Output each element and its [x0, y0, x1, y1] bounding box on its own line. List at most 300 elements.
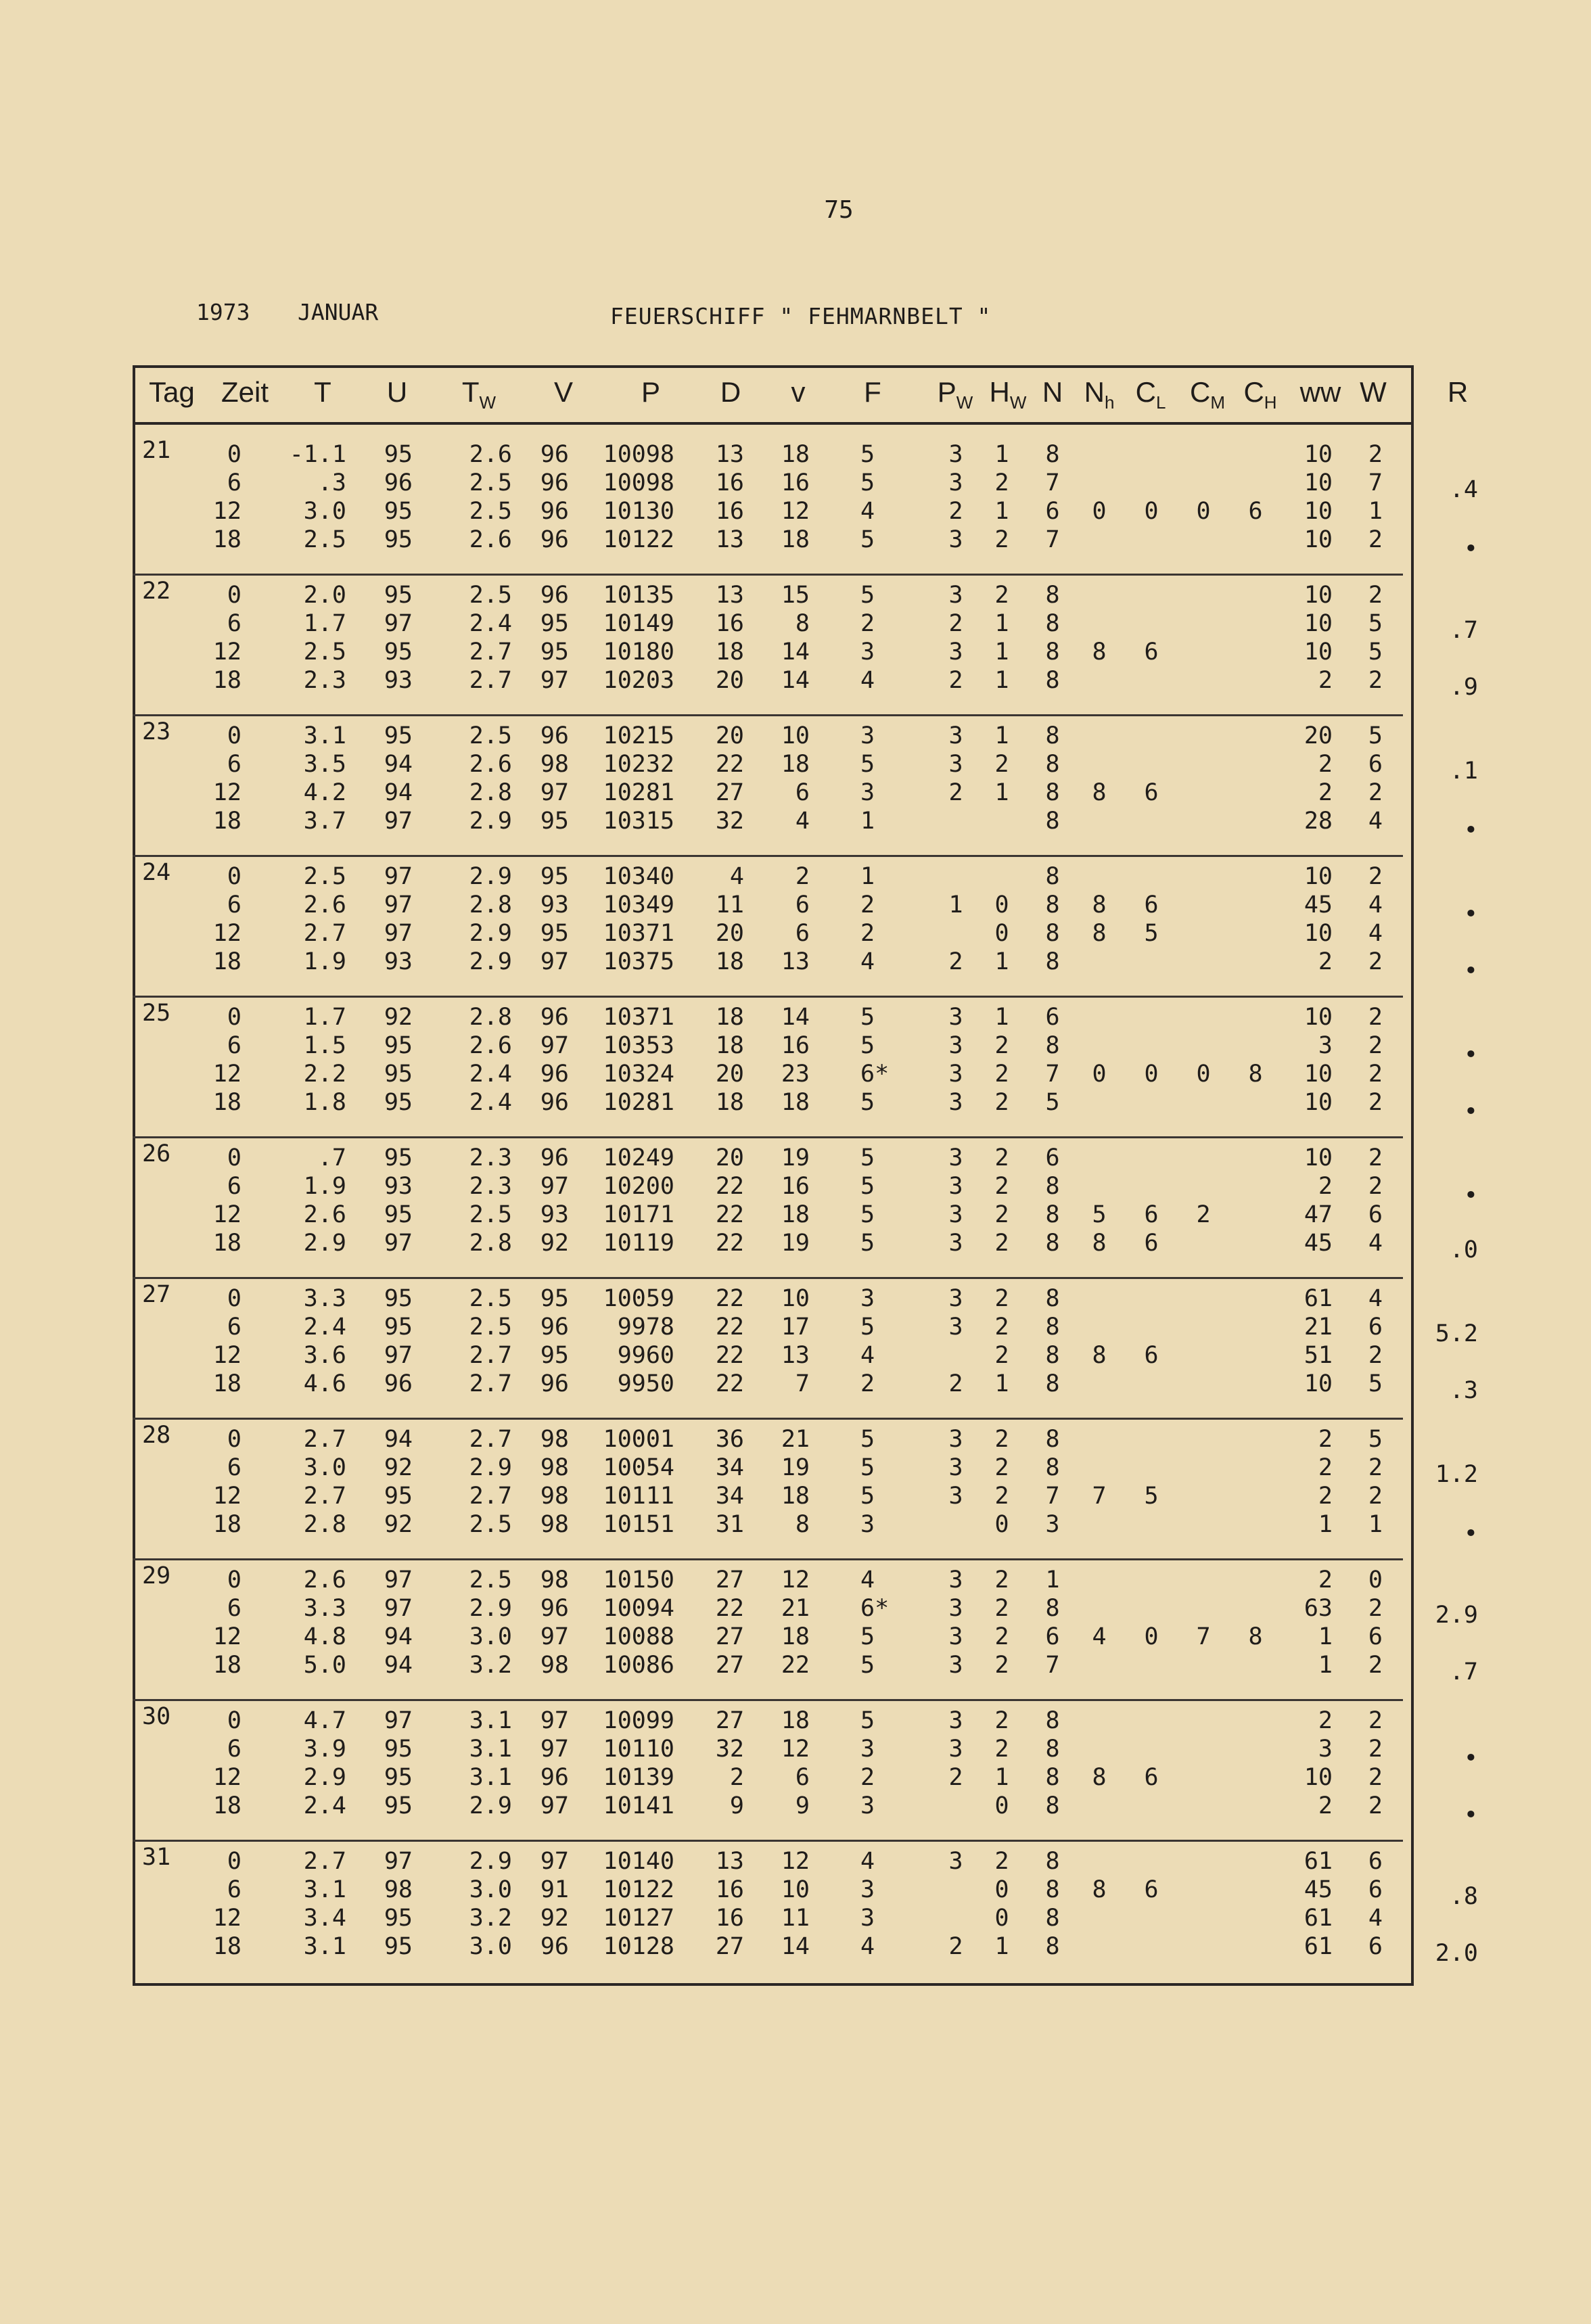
- cell-ww: 2: [1318, 667, 1333, 694]
- cell-U: 97: [384, 610, 413, 637]
- cell-Tw: 2.9: [469, 808, 512, 835]
- cell-W: 2: [1368, 1595, 1383, 1622]
- cell-v: 10: [781, 722, 810, 749]
- cell-ww: 51: [1304, 1342, 1333, 1369]
- cell-U: 95: [384, 1736, 413, 1763]
- cell-zeit: 0: [227, 441, 241, 468]
- cell-W: 2: [1368, 1764, 1383, 1791]
- cell-zeit: 12: [212, 1201, 241, 1228]
- cell-Tw: 2.9: [469, 1792, 512, 1819]
- cell-N: 8: [1045, 1426, 1060, 1453]
- cell-D: 18: [715, 1089, 744, 1116]
- cell-N: 8: [1045, 1764, 1060, 1791]
- cell-v: 12: [781, 498, 810, 525]
- day-label: 24: [142, 859, 171, 886]
- cell-P: 10122: [603, 1876, 674, 1903]
- cell-zeit: 0: [227, 1848, 241, 1875]
- column-header-label: W: [1360, 376, 1387, 408]
- cell-F: 5: [860, 1004, 875, 1031]
- cell-Pw: 3: [948, 751, 963, 778]
- cell-v: 12: [781, 1848, 810, 1875]
- cell-N: 8: [1045, 1032, 1060, 1059]
- cell-W: 2: [1368, 1004, 1383, 1031]
- cell-zeit: 6: [227, 1032, 241, 1059]
- column-header-label: T: [314, 376, 331, 408]
- cell-Tw: 2.4: [469, 610, 512, 637]
- cell-T: 4.7: [303, 1707, 346, 1734]
- cell-D: 20: [715, 667, 744, 694]
- cell-U: 93: [384, 1173, 413, 1200]
- cell-F: 1: [860, 808, 875, 835]
- cell-CH: 8: [1248, 1061, 1263, 1088]
- cell-Nh: 0: [1092, 498, 1107, 525]
- cell-ww: 10: [1304, 526, 1333, 553]
- cell-U: 97: [384, 808, 413, 835]
- cell-Tw: 2.5: [469, 1285, 512, 1312]
- cell-P: 10180: [603, 638, 674, 666]
- cell-v: 19: [781, 1230, 810, 1257]
- cell-v: 16: [781, 469, 810, 496]
- cell-v: 18: [781, 1089, 810, 1116]
- cell-V: 97: [540, 1623, 569, 1650]
- cell-U: 92: [384, 1511, 413, 1538]
- cell-U: 95: [384, 1314, 413, 1341]
- cell-CL: 6: [1144, 638, 1159, 666]
- cell-Nh: 8: [1092, 1342, 1107, 1369]
- cell-U: 95: [384, 722, 413, 749]
- cell-v: 9: [795, 1792, 810, 1819]
- cell-W: 6: [1368, 1933, 1383, 1960]
- cell-Hw: 2: [994, 1426, 1009, 1453]
- cell-T: 2.7: [303, 1426, 346, 1453]
- cell-ww: 28: [1304, 808, 1333, 835]
- cell-Tw: 3.0: [469, 1876, 512, 1903]
- cell-P: 10135: [603, 582, 674, 609]
- cell-R: .3: [1449, 1377, 1478, 1404]
- cell-D: 16: [715, 610, 744, 637]
- cell-D: 13: [715, 582, 744, 609]
- cell-Hw: 2: [994, 582, 1009, 609]
- cell-ww: 10: [1304, 863, 1333, 890]
- cell-R: •: [1463, 1520, 1478, 1548]
- cell-CH: 8: [1248, 1623, 1263, 1650]
- group-divider: [133, 996, 1403, 998]
- cell-U: 97: [384, 920, 413, 947]
- cell-W: 6: [1368, 751, 1383, 778]
- cell-R: .9: [1449, 674, 1478, 701]
- cell-R: .1: [1449, 758, 1478, 785]
- cell-zeit: 12: [212, 1905, 241, 1932]
- column-header-subscript: M: [1210, 392, 1226, 413]
- cell-D: 20: [715, 1061, 744, 1088]
- cell-Tw: 2.5: [469, 498, 512, 525]
- cell-T: 2.3: [303, 667, 346, 694]
- cell-W: 2: [1368, 1032, 1383, 1059]
- cell-F: 5: [860, 1707, 875, 1734]
- cell-Hw: 2: [994, 1623, 1009, 1650]
- cell-Hw: 2: [994, 1454, 1009, 1481]
- cell-F: 4: [860, 667, 875, 694]
- cell-W: 6: [1368, 1623, 1383, 1650]
- cell-Hw: 1: [994, 722, 1009, 749]
- cell-ww: 2: [1318, 1173, 1333, 1200]
- cell-Tw: 3.1: [469, 1707, 512, 1734]
- cell-zeit: 0: [227, 1004, 241, 1031]
- cell-ww: 2: [1318, 948, 1333, 975]
- cell-zeit: 6: [227, 1454, 241, 1481]
- cell-D: 22: [715, 1201, 744, 1228]
- cell-U: 95: [384, 1483, 413, 1510]
- cell-Tw: 2.9: [469, 1454, 512, 1481]
- cell-Pw: 3: [948, 1426, 963, 1453]
- cell-F: 6*: [860, 1595, 890, 1622]
- group-divider: [133, 1418, 1403, 1420]
- cell-V: 98: [540, 1426, 569, 1453]
- cell-T: 1.9: [303, 1173, 346, 1200]
- cell-T: 4.6: [303, 1370, 346, 1397]
- cell-Tw: 2.4: [469, 1089, 512, 1116]
- cell-W: 0: [1368, 1566, 1383, 1594]
- column-header-subscript: H: [1264, 392, 1277, 413]
- cell-F: 2: [860, 1764, 875, 1791]
- cell-CM: 2: [1196, 1201, 1211, 1228]
- cell-D: 9: [729, 1792, 744, 1819]
- cell-ww: 2: [1318, 779, 1333, 806]
- cell-D: 22: [715, 1173, 744, 1200]
- cell-Tw: 3.1: [469, 1764, 512, 1791]
- cell-P: 10200: [603, 1173, 674, 1200]
- cell-Tw: 2.9: [469, 920, 512, 947]
- cell-Tw: 2.4: [469, 1061, 512, 1088]
- cell-Tw: 2.7: [469, 1483, 512, 1510]
- cell-N: 8: [1045, 610, 1060, 637]
- cell-P: 10001: [603, 1426, 674, 1453]
- cell-Pw: 3: [948, 722, 963, 749]
- column-header-R: [1448, 376, 1468, 409]
- cell-F: 2: [860, 891, 875, 919]
- column-header-label: P: [937, 376, 956, 408]
- cell-W: 7: [1368, 469, 1383, 496]
- cell-v: 13: [781, 948, 810, 975]
- column-header-subscript: L: [1155, 392, 1166, 413]
- cell-U: 94: [384, 1652, 413, 1679]
- day-label: 28: [142, 1422, 171, 1449]
- cell-W: 2: [1368, 948, 1383, 975]
- cell-Pw: 2: [948, 1370, 963, 1397]
- cell-F: 5: [860, 526, 875, 553]
- cell-Hw: 1: [994, 1370, 1009, 1397]
- cell-zeit: 12: [212, 498, 241, 525]
- cell-ww: 2: [1318, 1454, 1333, 1481]
- cell-zeit: 18: [212, 1792, 241, 1819]
- cell-V: 97: [540, 1707, 569, 1734]
- cell-zeit: 12: [212, 638, 241, 666]
- cell-U: 95: [384, 1061, 413, 1088]
- cell-zeit: 6: [227, 1173, 241, 1200]
- group-divider: [133, 1840, 1403, 1842]
- cell-U: 96: [384, 1370, 413, 1397]
- cell-V: 97: [540, 1032, 569, 1059]
- cell-Pw: 3: [948, 1201, 963, 1228]
- cell-F: 4: [860, 1566, 875, 1594]
- cell-Tw: 2.8: [469, 891, 512, 919]
- cell-U: 97: [384, 863, 413, 890]
- cell-CL: 0: [1144, 498, 1159, 525]
- cell-v: 21: [781, 1426, 810, 1453]
- cell-Hw: 2: [994, 1342, 1009, 1369]
- cell-Hw: 2: [994, 1652, 1009, 1679]
- cell-N: 3: [1045, 1511, 1060, 1538]
- cell-Nh: 0: [1092, 1061, 1107, 1088]
- cell-zeit: 6: [227, 1314, 241, 1341]
- cell-Pw: 3: [948, 1652, 963, 1679]
- cell-N: 8: [1045, 920, 1060, 947]
- cell-R: .7: [1449, 1658, 1478, 1686]
- cell-ww: 63: [1304, 1595, 1333, 1622]
- cell-T: -1.1: [289, 441, 346, 468]
- cell-Pw: 3: [948, 1144, 963, 1171]
- cell-N: 6: [1045, 498, 1060, 525]
- cell-ww: 2: [1318, 751, 1333, 778]
- cell-v: 14: [781, 1933, 810, 1960]
- cell-W: 2: [1368, 1144, 1383, 1171]
- cell-N: 8: [1045, 1230, 1060, 1257]
- cell-N: 8: [1045, 1905, 1060, 1932]
- cell-zeit: 6: [227, 891, 241, 919]
- cell-Pw: 3: [948, 1314, 963, 1341]
- cell-R: .8: [1449, 1883, 1478, 1910]
- cell-Pw: 3: [948, 1483, 963, 1510]
- cell-T: .3: [317, 469, 346, 496]
- cell-F: 4: [860, 948, 875, 975]
- cell-V: 96: [540, 1370, 569, 1397]
- cell-zeit: 6: [227, 610, 241, 637]
- cell-F: 4: [860, 498, 875, 525]
- cell-T: .7: [317, 1144, 346, 1171]
- cell-D: 20: [715, 920, 744, 947]
- cell-W: 4: [1368, 1905, 1383, 1932]
- cell-v: 17: [781, 1314, 810, 1341]
- cell-v: 18: [781, 751, 810, 778]
- cell-P: 10171: [603, 1201, 674, 1228]
- cell-W: 6: [1368, 1848, 1383, 1875]
- cell-W: 2: [1368, 1089, 1383, 1116]
- column-header-label: v: [791, 376, 806, 408]
- cell-F: 5: [860, 1426, 875, 1453]
- cell-CL: 6: [1144, 891, 1159, 919]
- cell-Hw: 1: [994, 441, 1009, 468]
- cell-ww: 3: [1318, 1032, 1333, 1059]
- cell-zeit: 12: [212, 1764, 241, 1791]
- cell-Pw: 3: [948, 1623, 963, 1650]
- cell-v: 18: [781, 1483, 810, 1510]
- cell-P: 10371: [603, 920, 674, 947]
- cell-F: 5: [860, 1454, 875, 1481]
- cell-ww: 10: [1304, 610, 1333, 637]
- cell-ww: 45: [1304, 1230, 1333, 1257]
- cell-Hw: 2: [994, 1230, 1009, 1257]
- cell-T: 2.6: [303, 891, 346, 919]
- cell-U: 95: [384, 1032, 413, 1059]
- page-number: 75: [824, 196, 854, 224]
- cell-V: 95: [540, 863, 569, 890]
- cell-T: 2.4: [303, 1792, 346, 1819]
- cell-Tw: 2.9: [469, 1848, 512, 1875]
- cell-CH: 6: [1248, 498, 1263, 525]
- cell-zeit: 18: [212, 948, 241, 975]
- cell-ww: 47: [1304, 1201, 1333, 1228]
- cell-v: 8: [795, 610, 810, 637]
- cell-T: 4.2: [303, 779, 346, 806]
- cell-zeit: 12: [212, 1483, 241, 1510]
- cell-Pw: 3: [948, 638, 963, 666]
- column-header-CM: [1189, 376, 1226, 413]
- cell-D: 27: [715, 1566, 744, 1594]
- cell-T: 3.7: [303, 808, 346, 835]
- cell-N: 6: [1045, 1623, 1060, 1650]
- cell-zeit: 18: [212, 526, 241, 553]
- cell-V: 95: [540, 808, 569, 835]
- cell-zeit: 6: [227, 1736, 241, 1763]
- cell-Tw: 3.1: [469, 1736, 512, 1763]
- header-year: 1973: [196, 299, 250, 325]
- cell-v: 15: [781, 582, 810, 609]
- cell-v: 14: [781, 638, 810, 666]
- cell-W: 4: [1368, 891, 1383, 919]
- cell-Pw: 3: [948, 1004, 963, 1031]
- cell-Hw: 1: [994, 610, 1009, 637]
- cell-U: 98: [384, 1876, 413, 1903]
- cell-W: 2: [1368, 1342, 1383, 1369]
- cell-V: 97: [540, 1792, 569, 1819]
- cell-D: 13: [715, 526, 744, 553]
- cell-Hw: 1: [994, 1933, 1009, 1960]
- column-header-W: [1360, 376, 1387, 409]
- cell-R: 2.9: [1435, 1602, 1478, 1629]
- cell-P: 9950: [617, 1370, 674, 1397]
- cell-Tw: 2.5: [469, 1511, 512, 1538]
- cell-ww: 61: [1304, 1285, 1333, 1312]
- cell-W: 2: [1368, 1652, 1383, 1679]
- cell-zeit: 0: [227, 1566, 241, 1594]
- cell-D: 13: [715, 441, 744, 468]
- column-header-N: [1042, 376, 1063, 409]
- cell-D: 18: [715, 1004, 744, 1031]
- cell-P: 10127: [603, 1905, 674, 1932]
- cell-D: 16: [715, 1905, 744, 1932]
- cell-D: 22: [715, 1370, 744, 1397]
- cell-V: 96: [540, 526, 569, 553]
- cell-Tw: 2.9: [469, 863, 512, 890]
- column-header-label: C: [1135, 376, 1156, 408]
- cell-v: 6: [795, 1764, 810, 1791]
- cell-Tw: 2.8: [469, 1230, 512, 1257]
- column-header-Tw: [461, 376, 497, 413]
- cell-T: 2.5: [303, 863, 346, 890]
- cell-N: 6: [1045, 1144, 1060, 1171]
- cell-Hw: 0: [994, 1876, 1009, 1903]
- cell-Pw: 3: [948, 1230, 963, 1257]
- cell-Pw: 2: [948, 498, 963, 525]
- cell-v: 6: [795, 891, 810, 919]
- cell-Tw: 3.0: [469, 1933, 512, 1960]
- cell-v: 18: [781, 1623, 810, 1650]
- column-header-ww: [1300, 376, 1341, 409]
- cell-zeit: 18: [212, 1230, 241, 1257]
- cell-W: 4: [1368, 1285, 1383, 1312]
- cell-N: 8: [1045, 751, 1060, 778]
- cell-Pw: 2: [948, 1933, 963, 1960]
- cell-Pw: 3: [948, 1848, 963, 1875]
- group-divider: [133, 855, 1403, 857]
- cell-Hw: 2: [994, 1061, 1009, 1088]
- cell-D: 20: [715, 1144, 744, 1171]
- cell-F: 5: [860, 441, 875, 468]
- cell-ww: 2: [1318, 1792, 1333, 1819]
- cell-Hw: 2: [994, 1201, 1009, 1228]
- cell-Tw: 2.3: [469, 1173, 512, 1200]
- cell-Pw: 3: [948, 1736, 963, 1763]
- column-header-label: T: [461, 376, 480, 408]
- cell-V: 92: [540, 1230, 569, 1257]
- cell-W: 2: [1368, 1483, 1383, 1510]
- cell-P: 10122: [603, 526, 674, 553]
- column-header-label: N: [1042, 376, 1063, 408]
- cell-T: 1.9: [303, 948, 346, 975]
- group-divider: [133, 1699, 1403, 1701]
- cell-D: 32: [715, 808, 744, 835]
- column-header-label: ww: [1299, 376, 1341, 408]
- cell-D: 32: [715, 1736, 744, 1763]
- cell-W: 1: [1368, 498, 1383, 525]
- cell-Nh: 8: [1092, 891, 1107, 919]
- cell-zeit: 12: [212, 779, 241, 806]
- cell-U: 95: [384, 1089, 413, 1116]
- cell-U: 97: [384, 1595, 413, 1622]
- cell-zeit: 18: [212, 1933, 241, 1960]
- cell-Tw: 2.7: [469, 1370, 512, 1397]
- cell-Hw: 0: [994, 920, 1009, 947]
- cell-F: 4: [860, 1848, 875, 1875]
- cell-T: 1.7: [303, 1004, 346, 1031]
- cell-N: 7: [1045, 1483, 1060, 1510]
- cell-P: 10249: [603, 1144, 674, 1171]
- cell-U: 95: [384, 498, 413, 525]
- cell-Hw: 0: [994, 891, 1009, 919]
- cell-R: •: [1463, 1802, 1478, 1829]
- cell-zeit: 12: [212, 1623, 241, 1650]
- cell-T: 3.6: [303, 1342, 346, 1369]
- cell-V: 96: [540, 469, 569, 496]
- cell-R: •: [1463, 958, 1478, 985]
- column-header-subscript: W: [956, 392, 973, 413]
- cell-Pw: 2: [948, 1764, 963, 1791]
- cell-V: 93: [540, 1201, 569, 1228]
- cell-Tw: 2.5: [469, 582, 512, 609]
- cell-V: 97: [540, 1848, 569, 1875]
- cell-P: 10375: [603, 948, 674, 975]
- cell-Pw: 2: [948, 779, 963, 806]
- cell-T: 3.3: [303, 1595, 346, 1622]
- column-header-subscript: W: [479, 392, 497, 413]
- cell-D: 22: [715, 1314, 744, 1341]
- column-header-subscript: h: [1104, 392, 1115, 413]
- cell-D: 4: [729, 863, 744, 890]
- cell-Hw: 0: [994, 1905, 1009, 1932]
- cell-Nh: 8: [1092, 1230, 1107, 1257]
- cell-W: 2: [1368, 667, 1383, 694]
- cell-D: 22: [715, 1285, 744, 1312]
